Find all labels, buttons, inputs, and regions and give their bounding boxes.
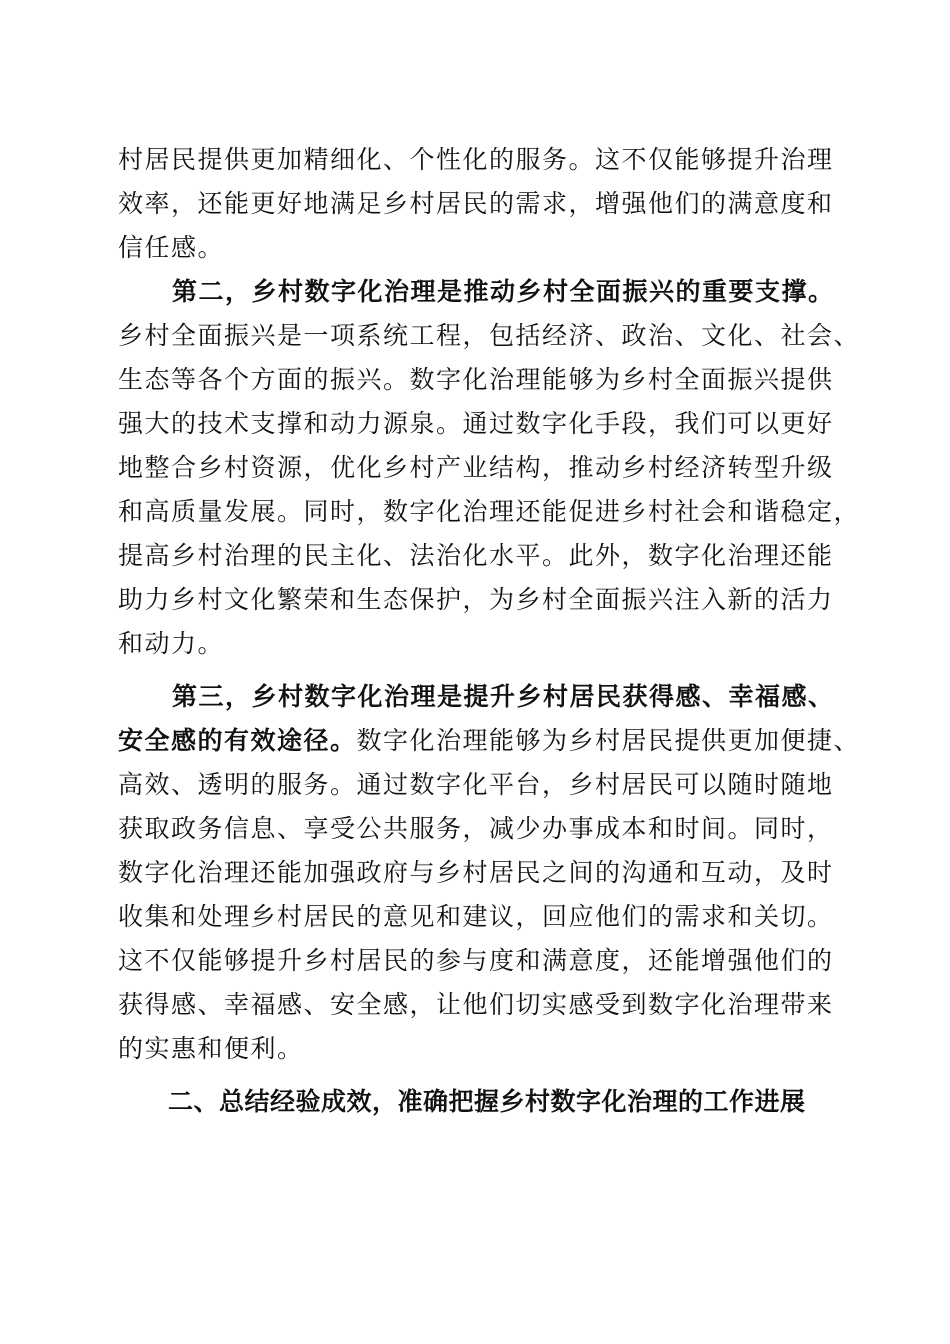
- paragraph-line: [118, 723, 860, 759]
- document-page: [118, 0, 861, 1344]
- paragraph-line: 获得感、幸福感、安全感，让他们切实感受到数字化治理带来: [118, 990, 834, 1019]
- paragraph-line: 乡村全面振兴是一项系统工程，包括经济、政治、文化、社会、: [118, 321, 861, 350]
- paragraph-line: 数字化治理还能加强政府与乡村居民之间的沟通和互动，及时: [118, 858, 834, 887]
- paragraph-line: 和高质量发展。同时，数字化治理还能促进乡村社会和谐稳定，: [118, 497, 861, 526]
- section-heading: 二、总结经验成效，准确把握乡村数字化治理的工作进展: [168, 1087, 806, 1116]
- paragraph-line: 提高乡村治理的民主化、法治化水平。此外，数字化治理还能: [118, 541, 834, 570]
- paragraph-line-rest: 数字化治理能够为乡村居民提供更加便捷、: [356, 726, 861, 755]
- paragraph-line: 这不仅能够提升乡村居民的参与度和满意度，还能增强他们的: [118, 946, 834, 975]
- paragraph-line: 和动力。: [118, 629, 225, 658]
- paragraph-lead: 第三，乡村数字化治理是提升乡村居民获得感、幸福感、: [172, 682, 835, 711]
- paragraph-lead-end: 安全感的有效途径。: [118, 726, 357, 755]
- paragraph-lead: 第二，乡村数字化治理是推动乡村全面振兴的重要支撑。: [172, 277, 835, 306]
- paragraph-line: 的实惠和便利。: [118, 1034, 304, 1063]
- paragraph-line: 生态等各个方面的振兴。数字化治理能够为乡村全面振兴提供: [118, 365, 834, 394]
- paragraph-line: 助力乡村文化繁荣和生态保护，为乡村全面振兴注入新的活力: [118, 585, 834, 614]
- paragraph-line: 获取政务信息、享受公共服务，减少办事成本和时间。同时，: [118, 814, 834, 843]
- paragraph-line: 强大的技术支撑和动力源泉。通过数字化手段，我们可以更好: [118, 409, 834, 438]
- paragraph-line: 高效、透明的服务。通过数字化平台，乡村居民可以随时随地: [118, 770, 834, 799]
- paragraph-line: 村居民提供更加精细化、个性化的服务。这不仅能够提升治理: [118, 145, 834, 174]
- paragraph-line: 信任感。: [118, 233, 225, 262]
- paragraph-line: 地整合乡村资源，优化乡村产业结构，推动乡村经济转型升级: [118, 453, 834, 482]
- paragraph-line: 收集和处理乡村居民的意见和建议，回应他们的需求和关切。: [118, 902, 834, 931]
- paragraph-line: 效率，还能更好地满足乡村居民的需求，增强他们的满意度和: [118, 189, 834, 218]
